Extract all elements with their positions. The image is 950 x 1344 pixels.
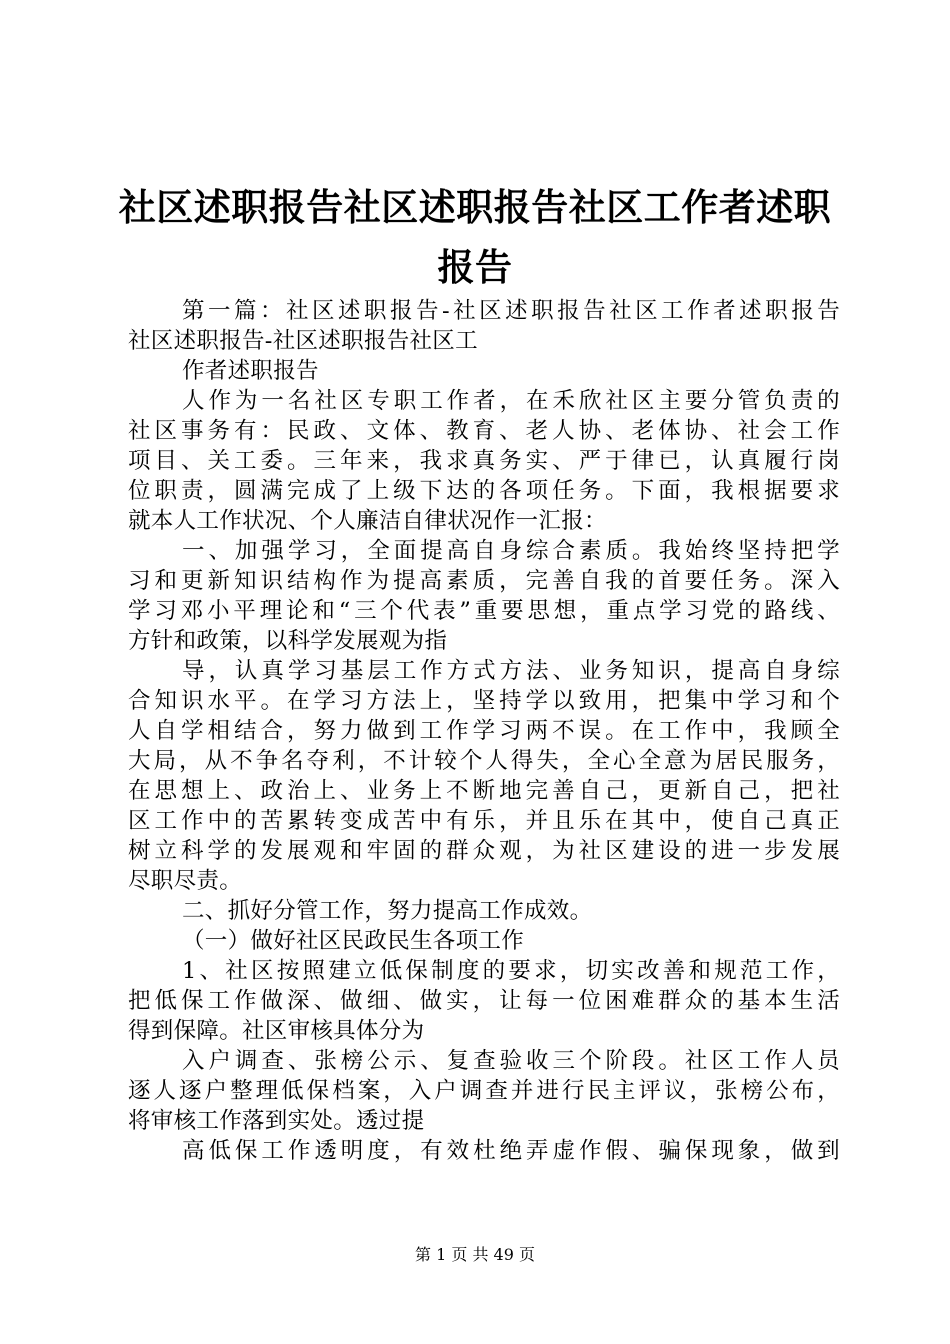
body-line: 第一篇：社区述职报告-社区述职报告社区工作者述职报告 — [182, 298, 840, 324]
body-line: 位职责，圆满完成了上级下达的各项任务。下面，我根据要求 — [128, 478, 840, 504]
body-line: 入户调查、张榜公示、复查验收三个阶段。社区工作人员 — [182, 1048, 840, 1074]
body-line: 1、社区按照建立低保制度的要求，切实改善和规范工作， — [182, 958, 840, 984]
body-line: 社区述职报告-社区述职报告社区工 — [128, 328, 478, 354]
document-title: 社区述职报告社区述职报告社区工作者述职报告 — [118, 186, 832, 289]
body-line: 得到保障。社区审核具体分为 — [128, 1018, 425, 1044]
body-line: 树立科学的发展观和牢固的群众观，为社区建设的进一步发展 — [128, 838, 840, 864]
body-line: 人作为一名社区专职工作者，在禾欣社区主要分管负责的 — [182, 388, 840, 414]
page-footer: 第 1 页 共 49 页 — [415, 1245, 535, 1264]
body-line: 逐人逐户整理低保档案，入户调查并进行民主评议，张榜公布， — [128, 1078, 840, 1104]
document-body — [128, 296, 840, 1166]
body-line: 项目、关工委。三年来，我求真务实、严于律已，认真履行岗 — [128, 448, 840, 474]
body-line: 二、抓好分管工作，努力提高工作成效。 — [182, 898, 593, 924]
body-line: 把低保工作做深、做细、做实，让每一位困难群众的基本生活 — [128, 988, 840, 1014]
body-line: （一）做好社区民政民生各项工作 — [182, 928, 525, 954]
body-line: 尽职尽责。 — [128, 868, 243, 894]
body-line: 就本人工作状况、个人廉洁自律状况作一汇报： — [128, 508, 607, 534]
body-line: 高低保工作透明度，有效杜绝弄虚作假、骗保现象，做到 — [182, 1138, 840, 1164]
body-line: 作者述职报告 — [182, 358, 319, 384]
body-line: 人自学相结合，努力做到工作学习两不误。在工作中，我顾全 — [128, 718, 840, 744]
body-line: 将审核工作落到实处。透过提 — [128, 1108, 425, 1134]
body-line: 区工作中的苦累转变成苦中有乐，并且乐在其中，使自己真正 — [128, 808, 840, 834]
body-line: 导，认真学习基层工作方式方法、业务知识，提高自身综 — [182, 658, 840, 684]
body-line: 方针和政策，以科学发展观为指 — [128, 628, 448, 654]
body-line: 学习邓小平理论和“三个代表”重要思想，重点学习党的路线、 — [128, 598, 840, 624]
body-line: 合知识水平。在学习方法上，坚持学以致用，把集中学习和个 — [128, 688, 840, 714]
body-line: 社区事务有：民政、文体、教育、老人协、老体协、社会工作 — [128, 418, 840, 444]
body-line: 在思想上、政治上、业务上不断地完善自己，更新自己，把社 — [128, 778, 840, 804]
body-line: 一、加强学习，全面提高自身综合素质。我始终坚持把学 — [182, 538, 840, 564]
body-line: 大局，从不争名夺利，不计较个人得失，全心全意为居民服务， — [128, 748, 840, 774]
body-line: 习和更新知识结构作为提高素质，完善自我的首要任务。深入 — [128, 568, 840, 594]
